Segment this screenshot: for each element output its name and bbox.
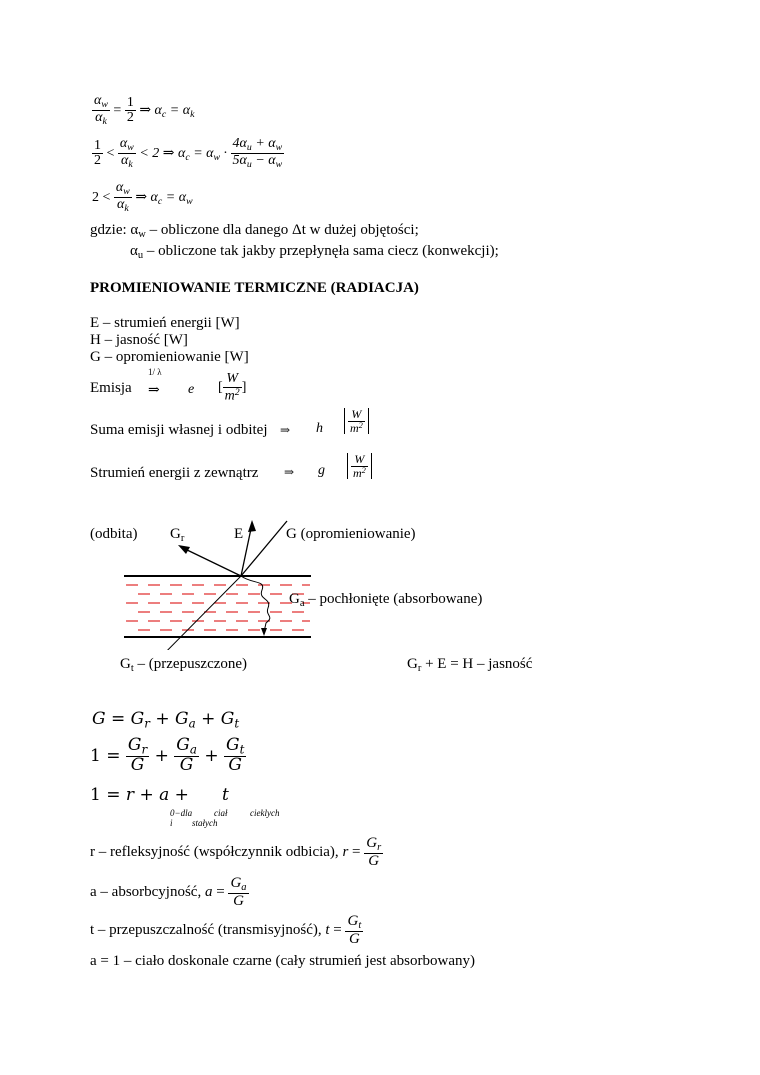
emisja-unit: [ $\frac{W}{m^2}$ ] (218, 371, 247, 404)
coef-r: r – refleksyjność (współczynnik odbicia), r = $\frac{G_r}{G}$ (90, 835, 382, 870)
incoming-ray (241, 521, 287, 576)
equation-normalized: 1 = $\frac{G_r}{G}$ + $\frac{G_a}{G}$ + $\frac{G_t}{G}$ (90, 735, 245, 776)
alpha-condition-3: 2 < $\frac{\alpha_w}{\alpha_k}$ ⇒ $\alpha_c = \alpha_w$ (92, 180, 193, 215)
gdzie-line-2: $\alpha_u$ – obliczone tak jakby przepłynęła sama ciecz (konwekcji); (130, 243, 499, 262)
suma-arrow: ⇒ (280, 423, 291, 437)
emisja-arrow: ⇒ (148, 383, 160, 398)
gdzie-line-1: gdzie: $\alpha_w$ – obliczone dla danego Δt w dużej objętości; (90, 222, 419, 241)
gr-label: $G_r$ (170, 526, 185, 545)
definition-h: H – jasność [W] (90, 332, 188, 348)
plate-medium-dashes (126, 585, 310, 630)
e-label: E (234, 526, 244, 542)
g-opromieniowanie-label: G (opromieniowanie) (286, 526, 416, 542)
odbita-label: (odbita) (90, 526, 138, 542)
section-heading: PROMIENIOWANIE TERMICZNE (RADIACJA) (90, 280, 419, 296)
suma-symbol: h (316, 421, 323, 436)
reflected-arrowhead (178, 545, 190, 554)
alpha-condition-1: $\frac{\alpha_w}{\alpha_k}$ = $\frac{1}{2}$ ⇒ $\alpha_c = \alpha_k$ (94, 93, 195, 128)
note-i: i (170, 818, 173, 828)
gt-label: $G_t$ – (przepuszczone) (120, 656, 248, 675)
note-0-dla: 0−dla (170, 808, 193, 818)
equation-g-sum: $G = G_r + G_a + G_t$ (92, 709, 240, 731)
jasnosc-equation: $G_r + E = H$ – jasność (407, 656, 533, 675)
definition-g: G – opromieniowanie [W] (90, 349, 249, 365)
strumien-label: Strumień energii z zewnątrz (90, 465, 259, 481)
suma-unit: $\frac{W}{m^2}$ (344, 408, 369, 434)
strumien-symbol: g (318, 463, 325, 478)
reflected-arrow (183, 548, 241, 576)
note-cieklych: cieklych (250, 808, 280, 818)
transmitted-ray (148, 576, 241, 650)
black-body-line: a = 1 – ciało doskonale czarne (cały strumień jest absorbowany) (90, 953, 475, 969)
note-stalych: stałych (192, 818, 218, 828)
emitted-arrowhead (248, 520, 256, 532)
absorbed-arrowhead (261, 628, 267, 636)
equation-t-symbol: t (222, 785, 229, 805)
equation-coefficients: 1 = r + a + (90, 785, 189, 805)
coef-a: a – absorbcyjność, a = $\frac{G_a}{G}$ (90, 875, 247, 910)
note-cial: ciał (214, 808, 228, 818)
emisja-symbol: e (188, 382, 195, 397)
strumien-unit: $\frac{W}{m^2}$ (347, 453, 372, 479)
emisja-label: Emisja (90, 380, 132, 396)
suma-label: Suma emisji własnej i odbitej (90, 422, 268, 438)
strumien-arrow: ⇒ (284, 465, 295, 479)
alpha-condition-2: $\frac{1}{2}$ < $\frac{\alpha_w}{\alpha_k}$ < 2 ⇒ $\alpha_c = \alpha_w$ · $\frac{4\alpha_u + \alpha_w}{5\alpha_u - \alpha_w}$ (94, 136, 283, 171)
definition-e: E – strumień energii [W] (90, 315, 240, 331)
coef-t: t – przepuszczalność (transmisyjność), t = $\frac{G_t}{G}$ (90, 913, 362, 948)
ga-label: $G_a$ – pochłonięte (absorbowane) (289, 591, 483, 610)
emisja-arrow-top: 1/ λ (148, 367, 162, 377)
